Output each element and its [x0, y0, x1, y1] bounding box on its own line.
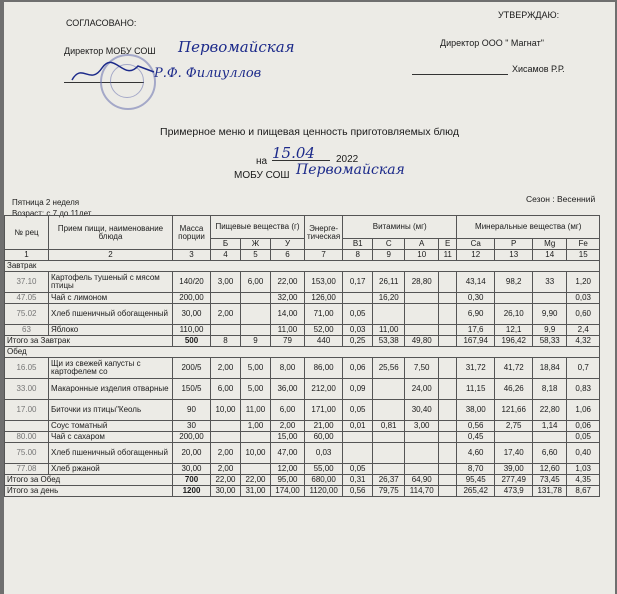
table-cell: 30,00 [173, 464, 211, 475]
table-cell: 55,00 [305, 464, 343, 475]
sub-e: Е [439, 239, 457, 250]
table-cell: 75.02 [5, 304, 49, 325]
table-cell: 13 [495, 250, 533, 261]
table-cell: 26,10 [495, 304, 533, 325]
table-cell: 16.05 [5, 358, 49, 379]
table-cell [439, 379, 457, 400]
sub-zh: Ж [241, 239, 271, 250]
table-cell [5, 421, 49, 432]
table-cell: 5,00 [241, 379, 271, 400]
table-cell: 30,40 [405, 400, 439, 421]
lunch-total-row [5, 475, 600, 486]
table-cell: 25,56 [373, 358, 405, 379]
table-cell: 114,70 [405, 486, 439, 497]
col-vitamins: Витамины (мг) [343, 216, 457, 239]
table-cell: 0,03 [305, 443, 343, 464]
table-cell: 0,81 [373, 421, 405, 432]
table-cell: 22,80 [533, 400, 567, 421]
table-cell: 10,00 [211, 400, 241, 421]
table-cell: 11,00 [271, 325, 305, 336]
table-cell: 0,30 [457, 293, 495, 304]
table-cell: 2,00 [271, 421, 305, 432]
table-cell: 440 [305, 336, 343, 347]
table-cell: 95,00 [271, 475, 305, 486]
sub-c: С [373, 239, 405, 250]
nutrition-table [4, 215, 600, 497]
table-cell: 6,00 [271, 400, 305, 421]
table-row [5, 379, 600, 400]
table-cell: 277,49 [495, 475, 533, 486]
table-cell: 1,00 [241, 421, 271, 432]
table-cell [373, 432, 405, 443]
col-minerals: Минеральные вещества (мг) [457, 216, 600, 239]
table-cell [373, 443, 405, 464]
table-cell: 2,00 [211, 358, 241, 379]
table-cell: 26,37 [373, 475, 405, 486]
date-handwriting: 15.04 [272, 144, 315, 162]
sub-u: У [271, 239, 305, 250]
table-cell: 22,00 [211, 475, 241, 486]
table-cell: 9 [373, 250, 405, 261]
table-cell: 22,00 [271, 272, 305, 293]
table-cell [373, 379, 405, 400]
table-cell: 6,00 [241, 272, 271, 293]
table-cell: 0,05 [343, 304, 373, 325]
table-cell: 8,70 [457, 464, 495, 475]
table-cell [241, 304, 271, 325]
col-energy: Энерге-тическая [305, 216, 343, 250]
table-cell [439, 272, 457, 293]
table-cell [211, 293, 241, 304]
table-cell [439, 432, 457, 443]
table-cell: 14,00 [271, 304, 305, 325]
table-cell: 15 [567, 250, 600, 261]
table-row [5, 421, 600, 432]
table-cell: 150/5 [173, 379, 211, 400]
table-cell: 0,7 [567, 358, 600, 379]
menu-document [4, 2, 615, 594]
table-cell: 0,31 [343, 475, 373, 486]
table-cell: 3,00 [405, 421, 439, 432]
table-row [5, 272, 600, 293]
table-cell: 22,00 [241, 475, 271, 486]
table-cell [241, 432, 271, 443]
table-cell: 0,05 [343, 400, 373, 421]
table-row [5, 304, 600, 325]
table-cell: 5 [241, 250, 271, 261]
table-row [5, 293, 600, 304]
table-cell: 98,2 [495, 272, 533, 293]
table-cell: 153,00 [305, 272, 343, 293]
table-cell: 0,60 [567, 304, 600, 325]
table-row [5, 464, 600, 475]
table-cell: Хлеб ржаной [49, 464, 173, 475]
table-cell [241, 293, 271, 304]
date-prefix: на [256, 156, 268, 167]
table-cell: Щи из свежей капусты с картофелем со [49, 358, 173, 379]
table-cell: 265,42 [457, 486, 495, 497]
table-cell: 11,00 [373, 325, 405, 336]
table-cell: 0,06 [567, 421, 600, 432]
right-director-name: Хисамов Р.Р. [512, 64, 565, 74]
table-cell: 73,45 [533, 475, 567, 486]
section-row-lunch [5, 347, 600, 358]
table-cell: 12 [457, 250, 495, 261]
table-cell: 126,00 [305, 293, 343, 304]
table-cell: 77.08 [5, 464, 49, 475]
table-cell: 33 [533, 272, 567, 293]
table-cell: 131,78 [533, 486, 567, 497]
table-cell: 0,01 [343, 421, 373, 432]
table-cell [439, 443, 457, 464]
table-cell: 21,00 [305, 421, 343, 432]
table-cell: 0,03 [567, 293, 600, 304]
table-cell: 30 [173, 421, 211, 432]
age-label: Возраст: с 7 до 11лет [12, 209, 92, 218]
table-cell: 8,18 [533, 379, 567, 400]
breakfast-total-row [5, 336, 600, 347]
table-cell: 9,9 [533, 325, 567, 336]
table-cell [211, 432, 241, 443]
table-cell: 10 [405, 250, 439, 261]
column-number-row [5, 250, 600, 261]
table-cell: 500 [173, 336, 211, 347]
table-cell: 0,25 [343, 336, 373, 347]
table-cell: 212,00 [305, 379, 343, 400]
table-cell: 700 [173, 475, 211, 486]
table-cell: 37.10 [5, 272, 49, 293]
table-cell: 26,11 [373, 272, 405, 293]
table-cell: 473,9 [495, 486, 533, 497]
table-cell: Итого за Завтрак [5, 336, 173, 347]
table-cell: 36,00 [271, 379, 305, 400]
table-cell [343, 443, 373, 464]
table-cell: 79 [271, 336, 305, 347]
table-cell: 79,75 [373, 486, 405, 497]
col-nutrients: Пищевые вещества (г) [211, 216, 305, 239]
table-cell [373, 304, 405, 325]
sub-b1: В1 [343, 239, 373, 250]
table-cell [405, 443, 439, 464]
sub-b: Б [211, 239, 241, 250]
table-cell [373, 464, 405, 475]
table-cell: 1,06 [567, 400, 600, 421]
table-cell: 30,00 [173, 304, 211, 325]
table-cell: 12,60 [533, 464, 567, 475]
table-cell: 11,00 [241, 400, 271, 421]
approve-label: УТВЕРЖДАЮ: [498, 10, 560, 20]
table-cell: 2,00 [211, 443, 241, 464]
table-cell: 0,05 [567, 432, 600, 443]
table-cell: 171,00 [305, 400, 343, 421]
table-cell: 4 [211, 250, 241, 261]
table-cell: 43,14 [457, 272, 495, 293]
table-cell: 110,00 [173, 325, 211, 336]
right-director-label: Директор ООО " Магнат" [440, 38, 544, 48]
table-cell: 4,60 [457, 443, 495, 464]
table-cell: 1,14 [533, 421, 567, 432]
table-cell: 680,00 [305, 475, 343, 486]
table-cell: 86,00 [305, 358, 343, 379]
table-cell: 49,80 [405, 336, 439, 347]
table-cell: Макаронные изделия отварные [49, 379, 173, 400]
table-cell: 0,03 [343, 325, 373, 336]
left-director-handwriting: Первомайская [178, 38, 295, 56]
table-cell: 5,00 [241, 358, 271, 379]
signature-icon [68, 58, 158, 88]
table-cell: 0,56 [343, 486, 373, 497]
table-cell: 31,72 [457, 358, 495, 379]
table-cell: 9 [241, 336, 271, 347]
table-cell: 0,45 [457, 432, 495, 443]
sub-ca: Ca [457, 239, 495, 250]
table-cell: 200,00 [173, 293, 211, 304]
table-cell: 28,80 [405, 272, 439, 293]
table-cell: 8,67 [567, 486, 600, 497]
table-cell: 2,00 [211, 304, 241, 325]
table-cell: 3,00 [211, 272, 241, 293]
table-cell: 140/20 [173, 272, 211, 293]
day-total-row [5, 486, 600, 497]
table-cell: 38,00 [457, 400, 495, 421]
document-title: Примерное меню и пищевая ценность приготовляемых блюд [160, 126, 459, 138]
table-cell: 14 [533, 250, 567, 261]
sub-mg: Mg [533, 239, 567, 250]
table-cell: 16,20 [373, 293, 405, 304]
table-cell: 4,35 [567, 475, 600, 486]
year: 2022 [336, 154, 359, 165]
table-cell [533, 432, 567, 443]
table-cell: 1200 [173, 486, 211, 497]
col-meal: Прием пищи, наименование блюда [49, 216, 173, 250]
table-cell: Итого за Обед [5, 475, 173, 486]
table-cell [439, 304, 457, 325]
table-cell: 6,60 [533, 443, 567, 464]
table-cell [405, 432, 439, 443]
table-cell: 15,00 [271, 432, 305, 443]
table-cell [495, 293, 533, 304]
table-cell: 63 [5, 325, 49, 336]
table-cell: 39,00 [495, 464, 533, 475]
table-row [5, 443, 600, 464]
table-cell: 3 [173, 250, 211, 261]
table-cell [439, 293, 457, 304]
table-header-row [5, 216, 600, 239]
table-cell: 200,00 [173, 432, 211, 443]
table-cell: 8,00 [271, 358, 305, 379]
table-cell: 32,00 [271, 293, 305, 304]
table-cell: 47,00 [271, 443, 305, 464]
table-cell: 11,15 [457, 379, 495, 400]
table-cell [439, 464, 457, 475]
table-cell [495, 432, 533, 443]
table-cell [439, 336, 457, 347]
table-cell: 174,00 [271, 486, 305, 497]
right-signature-line [412, 74, 508, 75]
table-cell: 1,20 [567, 272, 600, 293]
sub-a: А [405, 239, 439, 250]
table-cell: 17,6 [457, 325, 495, 336]
table-cell: 1,03 [567, 464, 600, 475]
day-label: Пятница 2 неделя [12, 198, 80, 207]
table-cell [439, 400, 457, 421]
table-cell [439, 475, 457, 486]
table-cell: 0,06 [343, 358, 373, 379]
table-cell: 167,94 [457, 336, 495, 347]
table-cell: 30,00 [211, 486, 241, 497]
table-cell: 95,45 [457, 475, 495, 486]
table-cell: 18,84 [533, 358, 567, 379]
table-cell: 7,50 [405, 358, 439, 379]
table-cell: 47.05 [5, 293, 49, 304]
table-cell [211, 421, 241, 432]
table-cell: Хлеб пшеничный обогащенный [49, 443, 173, 464]
section-label: Завтрак [5, 261, 600, 272]
table-cell: Картофель тушеный с мясом птицы [49, 272, 173, 293]
table-cell: 2,00 [211, 464, 241, 475]
col-mass: Масса порции [173, 216, 211, 250]
table-cell: 0,17 [343, 272, 373, 293]
table-cell: 2 [49, 250, 173, 261]
table-cell [373, 400, 405, 421]
table-cell: 196,42 [495, 336, 533, 347]
table-cell: 2,75 [495, 421, 533, 432]
table-row [5, 432, 600, 443]
table-cell [405, 464, 439, 475]
table-cell: 10,00 [241, 443, 271, 464]
sub-p: P [495, 239, 533, 250]
table-cell: Хлеб пшеничный обогащенный [49, 304, 173, 325]
table-cell: 121,66 [495, 400, 533, 421]
table-cell [211, 325, 241, 336]
lunch-rows [5, 358, 600, 475]
table-cell: 90 [173, 400, 211, 421]
table-cell [405, 325, 439, 336]
table-cell: 53,38 [373, 336, 405, 347]
left-director-label: Директор МОБУ СОШ [64, 46, 156, 56]
table-cell: Итого за день [5, 486, 173, 497]
table-cell [439, 358, 457, 379]
section-label: Обед [5, 347, 600, 358]
left-name-handwriting: Р.Ф. Филиуллов [154, 66, 262, 81]
table-cell: 12,00 [271, 464, 305, 475]
table-cell: 9,90 [533, 304, 567, 325]
table-cell: Биточки из птицы"Кеоль [49, 400, 173, 421]
table-cell: 0,05 [343, 464, 373, 475]
table-cell: 71,00 [305, 304, 343, 325]
table-cell: 0,40 [567, 443, 600, 464]
table-cell: 200/5 [173, 358, 211, 379]
table-cell: 58,33 [533, 336, 567, 347]
table-cell: 12,1 [495, 325, 533, 336]
col-recipe: № рец [5, 216, 49, 250]
school-handwriting: Первомайская [296, 162, 405, 178]
table-cell [439, 421, 457, 432]
table-row [5, 400, 600, 421]
table-cell: 7 [305, 250, 343, 261]
table-cell: 1120,00 [305, 486, 343, 497]
table-cell [343, 293, 373, 304]
season-label: Сезон : Весенний [526, 194, 596, 204]
table-cell: 33.00 [5, 379, 49, 400]
table-cell: 1 [5, 250, 49, 261]
breakfast-rows [5, 272, 600, 336]
table-cell: 0,09 [343, 379, 373, 400]
table-row [5, 358, 600, 379]
table-cell: 52,00 [305, 325, 343, 336]
table-cell: 8 [211, 336, 241, 347]
agreed-label: СОГЛАСОВАНО: [66, 18, 137, 28]
table-cell [439, 486, 457, 497]
table-cell: 80.00 [5, 432, 49, 443]
table-cell [241, 464, 271, 475]
table-cell: 64,90 [405, 475, 439, 486]
table-cell: 75.00 [5, 443, 49, 464]
table-cell: 2,4 [567, 325, 600, 336]
table-cell: 24,00 [405, 379, 439, 400]
table-cell [533, 293, 567, 304]
table-cell: 20,00 [173, 443, 211, 464]
table-cell: 4,32 [567, 336, 600, 347]
table-cell [439, 325, 457, 336]
table-cell: 0,56 [457, 421, 495, 432]
table-cell: 46,26 [495, 379, 533, 400]
school-label: МОБУ СОШ [234, 170, 290, 181]
date-line [272, 160, 330, 161]
table-cell: 31,00 [241, 486, 271, 497]
table-cell: 17,40 [495, 443, 533, 464]
table-cell [241, 325, 271, 336]
table-cell: 0,83 [567, 379, 600, 400]
table-row [5, 325, 600, 336]
table-cell: 17.00 [5, 400, 49, 421]
table-cell: 6,00 [211, 379, 241, 400]
table-cell [343, 432, 373, 443]
table-cell: Соус томатный [49, 421, 173, 432]
table-cell: 8 [343, 250, 373, 261]
table-cell: Чай с лимоном [49, 293, 173, 304]
table-cell: 41,72 [495, 358, 533, 379]
table-cell [405, 293, 439, 304]
table-cell: 11 [439, 250, 457, 261]
table-cell: 60,00 [305, 432, 343, 443]
table-cell: Чай с сахаром [49, 432, 173, 443]
sub-fe: Fe [567, 239, 600, 250]
section-row-breakfast [5, 261, 600, 272]
table-cell [405, 304, 439, 325]
table-cell: 6,90 [457, 304, 495, 325]
table-cell: Яблоко [49, 325, 173, 336]
table-cell: 6 [271, 250, 305, 261]
